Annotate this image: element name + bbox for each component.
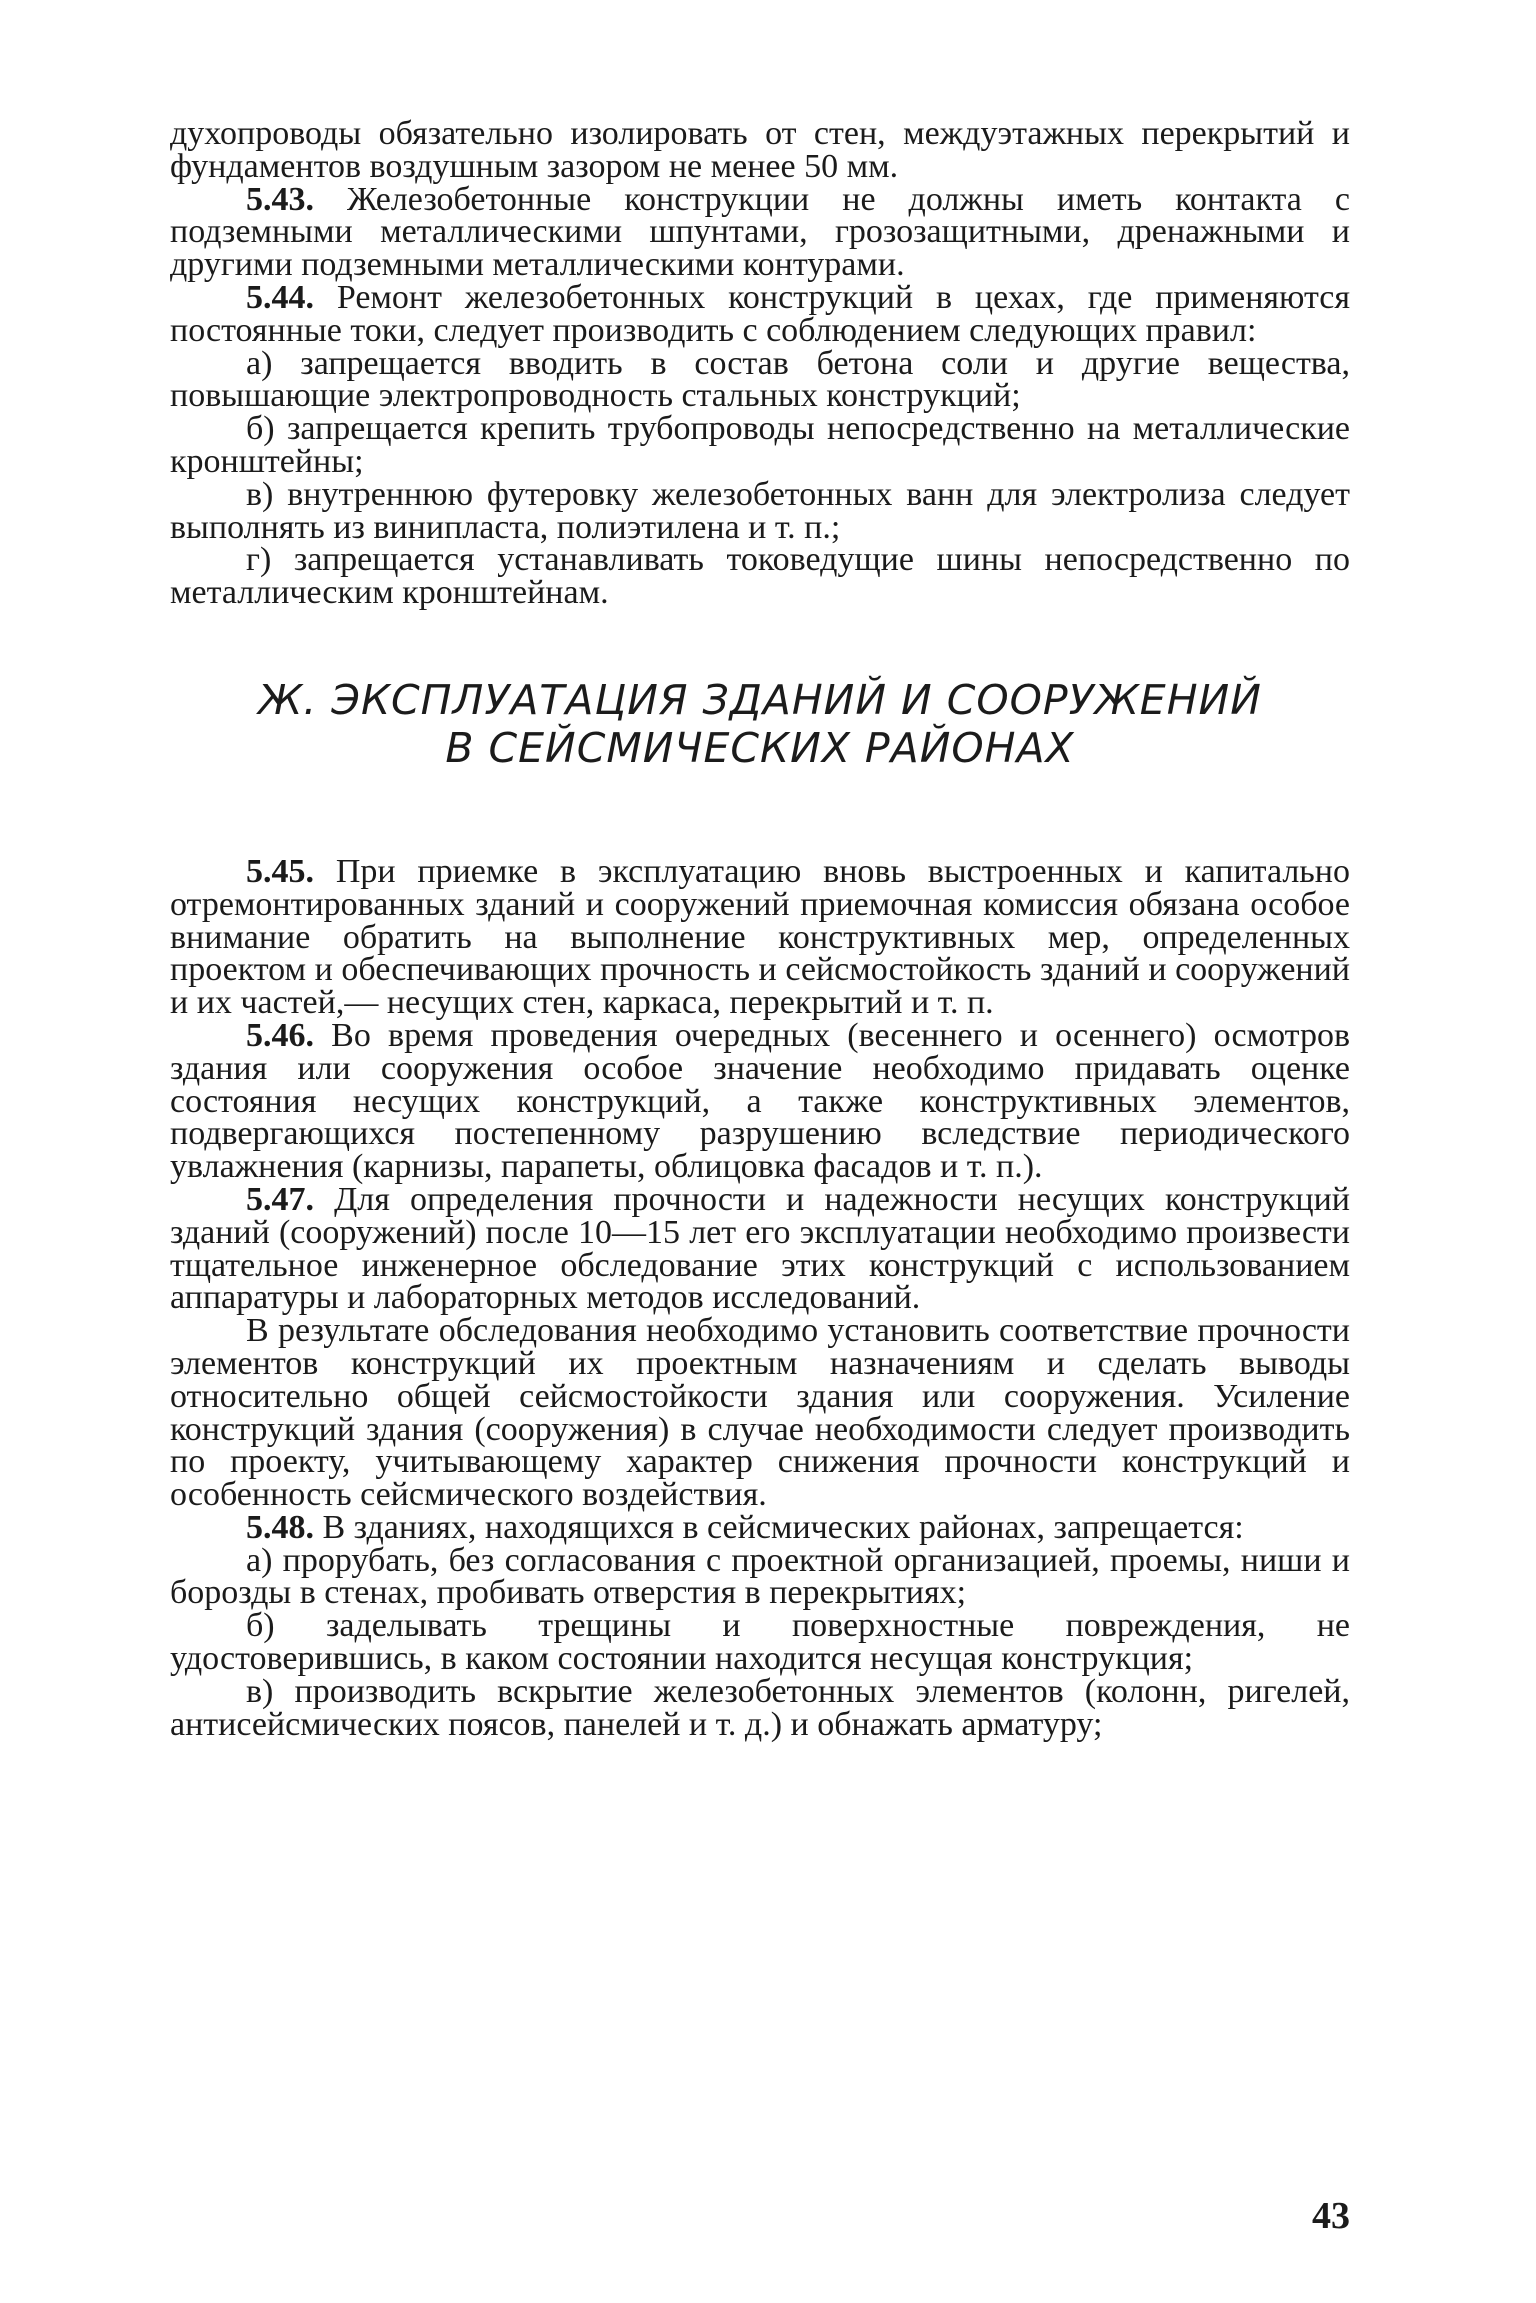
paragraph-5-46: 5.46. Во время проведения очередных (весеннего и осеннего) осмотров здания или сооружения особое значение необходимо придавать оценке состояния несущих конструкций, а также конструктивных элементов, подвергающихся постепенному разрушению вследствие периодического увлажнения (карнизы, парапеты, облицовка фасадов и т. п.).: [170, 1016, 1350, 1186]
page-number: 43: [1312, 2195, 1350, 2237]
clause-number: 5.46.: [246, 1016, 314, 1054]
section-heading-line-1: Ж. ЭКСПЛУАТАЦИЯ ЗДАНИЙ И СООРУЖЕНИЙ: [258, 675, 1262, 724]
paragraph-5-45: 5.45. При приемке в эксплуатацию вновь выстроенных и капитально отремонтированных зданий и сооружений приемочная комиссия обязана особое внимание обратить на выполнение конструктивных мер, определенных проектом и обеспечивающих прочность и сейсмостойкость зданий и сооружений и их частей,— несущих стен, каркаса, перекрытий и т. п.: [170, 852, 1350, 1022]
clause-number: 5.45.: [246, 852, 314, 890]
list-item-g: г) запрещается устанавливать токоведущие шины непосредственно по металлическим кронштейнам.: [170, 541, 1350, 612]
list-item-a: а) запрещается вводить в состав бетона соли и другие вещества, повышающие электропроводность стальных конструкций;: [170, 344, 1350, 415]
clause-number: 5.44.: [246, 278, 314, 316]
section-heading: [170, 676, 1350, 772]
list-item-b: б) заделывать трещины и поверхностные повреждения, не удостоверившись, в каком состоянии находится несущая конструкция;: [170, 1607, 1350, 1678]
list-item-v: в) внутреннюю футеровку железобетонных ванн для электролиза следует выполнять из винипласта, полиэтилена и т. п.;: [170, 475, 1350, 546]
paragraph-5-43: 5.43. Железобетонные конструкции не должны иметь контакта с подземными металлическими шпунтами, грозозащитными, дренажными и другими подземными металлическими контурами.: [170, 180, 1350, 284]
clause-number: 5.43.: [246, 180, 314, 218]
clause-number: 5.48.: [246, 1508, 314, 1546]
paragraph-result: В результате обследования необходимо установить соответствие прочности элементов конструкций их проектным назначениям и сделать выводы относительно общей сейсмостойкости здания или сооружения. Усиление конструкций здания (сооружения) в случае необходимости следует производить по проекту, учитывающему характер снижения прочности конструкций и особенность сейсмического воздействия.: [170, 1312, 1350, 1514]
paragraph-5-44: 5.44. Ремонт железобетонных конструкций в цехах, где применяются постоянные токи, следует производить с соблюдением следующих правил:: [170, 278, 1350, 349]
list-item-v: в) производить вскрытие железобетонных элементов (колонн, ригелей, антисейсмических поясов, панелей и т. д.) и обнажать арматуру;: [170, 1672, 1350, 1743]
list-item-a: а) прорубать, без согласования с проектной организацией, проемы, ниши и борозды в стенах, пробивать отверстия в перекрытиях;: [170, 1541, 1350, 1612]
list-item-b: б) запрещается крепить трубопроводы непосредственно на металлические кронштейны;: [170, 410, 1350, 480]
paragraph-5-48: 5.48. В зданиях, находящихся в сейсмических районах, запрещается:: [246, 1508, 1244, 1546]
document-page: [170, 115, 1350, 1743]
clause-number: 5.47.: [246, 1180, 314, 1218]
paragraph-continuation: духопроводы обязательно изолировать от стен, междуэтажных перекрытий и фундаментов воздушным зазором не менее 50 мм.: [170, 115, 1350, 185]
paragraph-5-47: 5.47. Для определения прочности и надежности несущих конструкций зданий (сооружений) после 10—15 лет его эксплуатации необходимо произвести тщательное инженерное обследование этих конструкций с использованием аппаратуры и лабораторных методов исследований.: [170, 1180, 1350, 1317]
section-heading-line-2: В СЕЙСМИЧЕСКИХ РАЙОНАХ: [445, 723, 1075, 772]
